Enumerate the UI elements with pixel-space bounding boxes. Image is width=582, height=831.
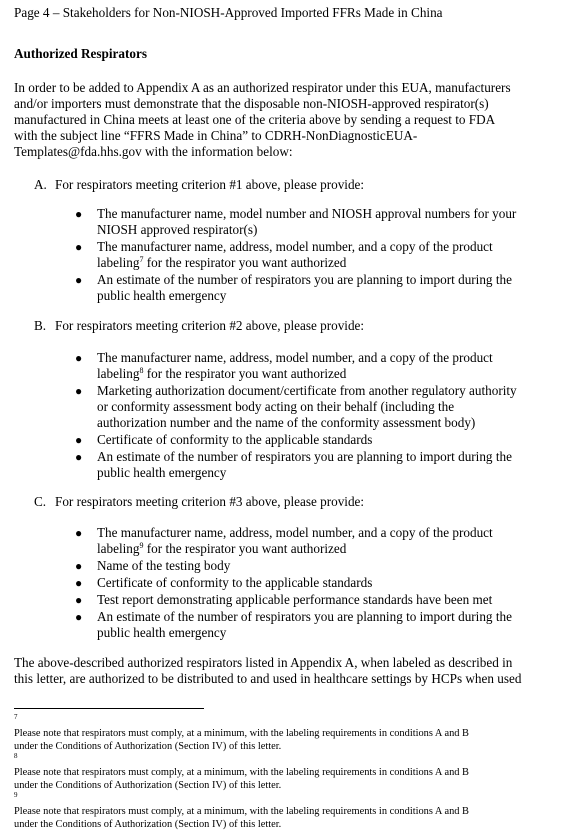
criterion-letter: B. xyxy=(34,318,47,333)
bullet-icon: ● xyxy=(75,559,83,573)
footnote-8: $^8$ Please note that respirators must comply, at a minimum, with the labeling requirements in conditions A and B under the Conditions of Authorization (Section IV) of this letter. xyxy=(14,752,469,791)
bullet-icon: ● xyxy=(75,593,83,607)
criterion-b-list xyxy=(75,350,575,482)
list-item: ● An estimate of the number of respirators you are planning to import during the public health emergency xyxy=(75,609,512,640)
list-item: ● An estimate of the number of respirators you are planning to import during the public health emergency xyxy=(75,272,512,303)
list-item: ● Name of the testing body xyxy=(75,558,231,573)
list-item: ● Certificate of conformity to the applicable standards xyxy=(75,575,373,590)
criterion-c-heading xyxy=(34,494,364,510)
bullet-icon: ● xyxy=(75,576,83,590)
footnote-number: 7 xyxy=(14,713,18,721)
footnote-ref: 9 xyxy=(139,541,144,550)
list-item: ● The manufacturer name, address, model number, and a copy of the product labeling$^8$ for the respirator you want authorized xyxy=(75,350,493,381)
criterion-heading-text: For respirators meeting criterion #3 above, please provide: xyxy=(55,494,365,509)
intro-line: In order to be added to Appendix A as an authorized respirator under this EUA, manufacturers xyxy=(14,80,511,95)
footnotes xyxy=(14,714,576,831)
list-item: ● The manufacturer name, model number and NIOSH approval numbers for your NIOSH approved respirator(s) xyxy=(75,206,517,237)
intro-line: manufactured in China meets at least one of the criteria above by sending a request to FDA xyxy=(14,112,496,127)
list-item: ● Marketing authorization document/certificate from another regulatory authority or conformity assessment body acting on their behalf (including the authorization number and the name of the conformity assessment body) xyxy=(75,383,517,430)
intro-line: Templates@fda.hhs.gov with the information below: xyxy=(14,144,293,159)
closing-paragraph xyxy=(14,655,576,687)
list-item: ● An estimate of the number of respirators you are planning to import during the public health emergency xyxy=(75,449,512,480)
list-item: ● Test report demonstrating applicable performance standards have been met xyxy=(75,592,493,607)
footnote-ref: 8 xyxy=(139,366,144,375)
bullet-icon: ● xyxy=(75,433,83,447)
criterion-letter: A. xyxy=(34,177,47,192)
list-item: ● Certificate of conformity to the applicable standards xyxy=(75,432,373,447)
intro-line: with the subject line “FFRS Made in China” to CDRH-NonDiagnosticEUA- xyxy=(14,128,418,143)
bullet-icon: ● xyxy=(75,207,83,221)
footnote-number: 9 xyxy=(14,791,18,799)
criterion-heading-text: For respirators meeting criterion #2 above, please provide: xyxy=(55,318,365,333)
list-item: ● The manufacturer name, address, model number, and a copy of the product labeling$^7$ for the respirator you want authorized xyxy=(75,239,493,270)
bullet-icon: ● xyxy=(75,240,83,254)
footnote-9: $^9$ Please note that respirators must comply, at a minimum, with the labeling requirements in conditions A and B under the Conditions of Authorization (Section IV) of this letter. xyxy=(14,791,469,830)
intro-paragraph xyxy=(14,80,576,160)
list-item: ● The manufacturer name, address, model number, and a copy of the product labeling$^9$ for the respirator you want authorized xyxy=(75,525,493,556)
criterion-b-heading xyxy=(34,318,364,334)
bullet-icon: ● xyxy=(75,384,83,398)
page-header: Page 4 – Stakeholders for Non-NIOSH-Approved Imported FFRs Made in China xyxy=(14,5,443,20)
intro-line: and/or importers must demonstrate that the disposable non-NIOSH-approved respirator(s) xyxy=(14,96,489,111)
criterion-c-list xyxy=(75,525,575,642)
closing-line: The above-described authorized respirators listed in Appendix A, when labeled as described in xyxy=(14,655,513,670)
criterion-heading-text: For respirators meeting criterion #1 above, please provide: xyxy=(55,177,365,192)
footnote-number: 8 xyxy=(14,752,18,760)
criterion-letter: C. xyxy=(34,494,47,509)
section-title: Authorized Respirators xyxy=(14,46,147,61)
bullet-icon: ● xyxy=(75,450,83,464)
footnote-ref: 7 xyxy=(139,255,144,264)
closing-line: this letter, are authorized to be distributed to and used in healthcare settings by HCPs when used xyxy=(14,671,522,686)
footnote-divider xyxy=(14,708,204,709)
footnote-7: $^7$ Please note that respirators must comply, at a minimum, with the labeling requirements in conditions A and B under the Conditions of Authorization (Section IV) of this letter. xyxy=(14,713,469,752)
criterion-a-heading xyxy=(34,177,364,193)
bullet-icon: ● xyxy=(75,610,83,624)
bullet-icon: ● xyxy=(75,526,83,540)
criterion-a-list xyxy=(75,206,575,305)
bullet-icon: ● xyxy=(75,273,83,287)
bullet-icon: ● xyxy=(75,351,83,365)
